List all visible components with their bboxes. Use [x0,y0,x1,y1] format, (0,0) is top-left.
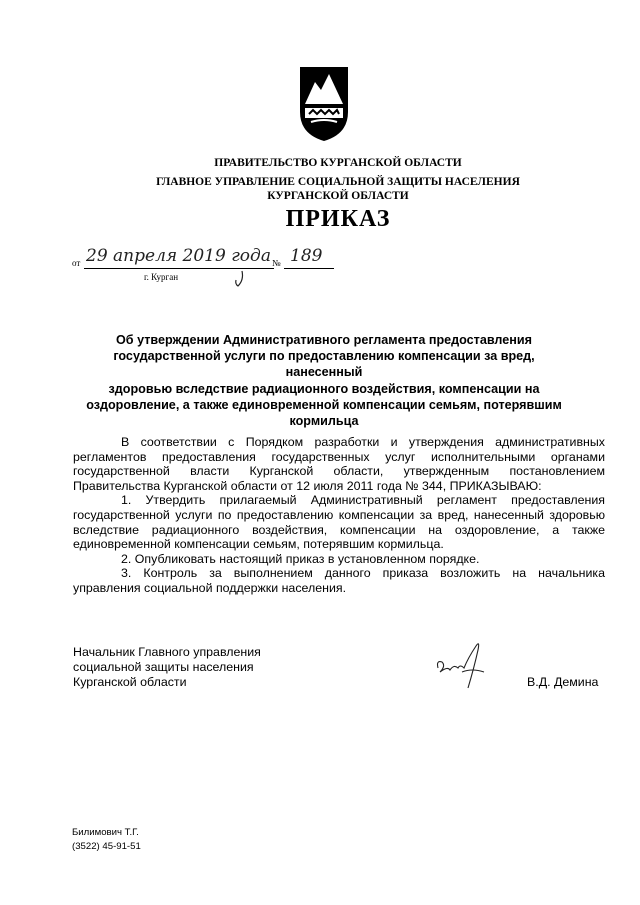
handwritten-date: 29 апреля 2019 года [86,246,271,266]
preamble-paragraph: В соответствии с Порядком разработки и утверждения административных регламентов предоставления государственных услуг исполнительными органами государственной власти Курганской области, утвержденным постановлением Правительства Курганской области от 12 июля 2011 года № 344, ПРИКАЗЫВАЮ: [73,435,605,493]
order-item-3: 3. Контроль за выполнением данного приказа возложить на начальника управления социальной поддержки населения. [73,566,605,595]
order-body [73,435,605,596]
executor-phone: (3522) 45-91-51 [72,841,141,852]
subject-line: кормильца [289,414,359,429]
document-type-title: ПРИКАЗ [285,206,391,232]
handwritten-number: 189 [290,246,323,266]
signatory-title-line: Начальник Главного управления [73,645,261,659]
signatory-name: В.Д. Демина [527,675,599,689]
handwritten-signature [432,638,496,694]
executor-name: Билимович Т.Г. [72,827,139,838]
pen-stroke-mark [232,270,246,288]
org-line-1: ПРАВИТЕЛЬСТВО КУРГАНСКОЙ ОБЛАСТИ [214,157,462,169]
subject-heading [74,332,574,429]
order-item-1: 1. Утвердить прилагаемый Административный регламент предоставления государственной услуги по предоставлению компенсации за вред, нанесенный здоровью вследствие радиационного воздействия, компенсации на оздоровление, а также единовременной компенсации семьям, потерявшим кормильца. [73,493,605,552]
subject-line: оздоровление, а также единовременной компенсации семьям, потерявшим [86,397,562,412]
executor-contact [72,826,141,854]
org-line-3: КУРГАНСКОЙ ОБЛАСТИ [267,190,409,202]
signatory-title [73,645,261,689]
coat-of-arms-emblem [297,64,351,144]
from-label: от [72,258,81,268]
signatory-title-line: социальной защиты населения [73,659,254,674]
number-underline [284,268,334,269]
date-underline [84,268,274,269]
org-line-2: ГЛАВНОЕ УПРАВЛЕНИЕ СОЦИАЛЬНОЙ ЗАЩИТЫ НАСЕЛЕНИЯ [156,176,520,188]
subject-line: Об утверждении Административного регламента предоставления [116,333,532,347]
order-item-2: 2. Опубликовать настоящий приказ в установленном порядке. [121,551,480,566]
date-number-row [72,244,372,286]
signatory-title-line: Курганской области [73,674,187,689]
subject-line: здоровью вследствие радиационного воздействия, компенсации на [108,381,540,396]
city-label: г. Курган [144,272,179,282]
subject-line: государственной услуги по предоставлению компенсации за вред, нанесенный [113,349,535,380]
number-label: № [272,258,281,268]
